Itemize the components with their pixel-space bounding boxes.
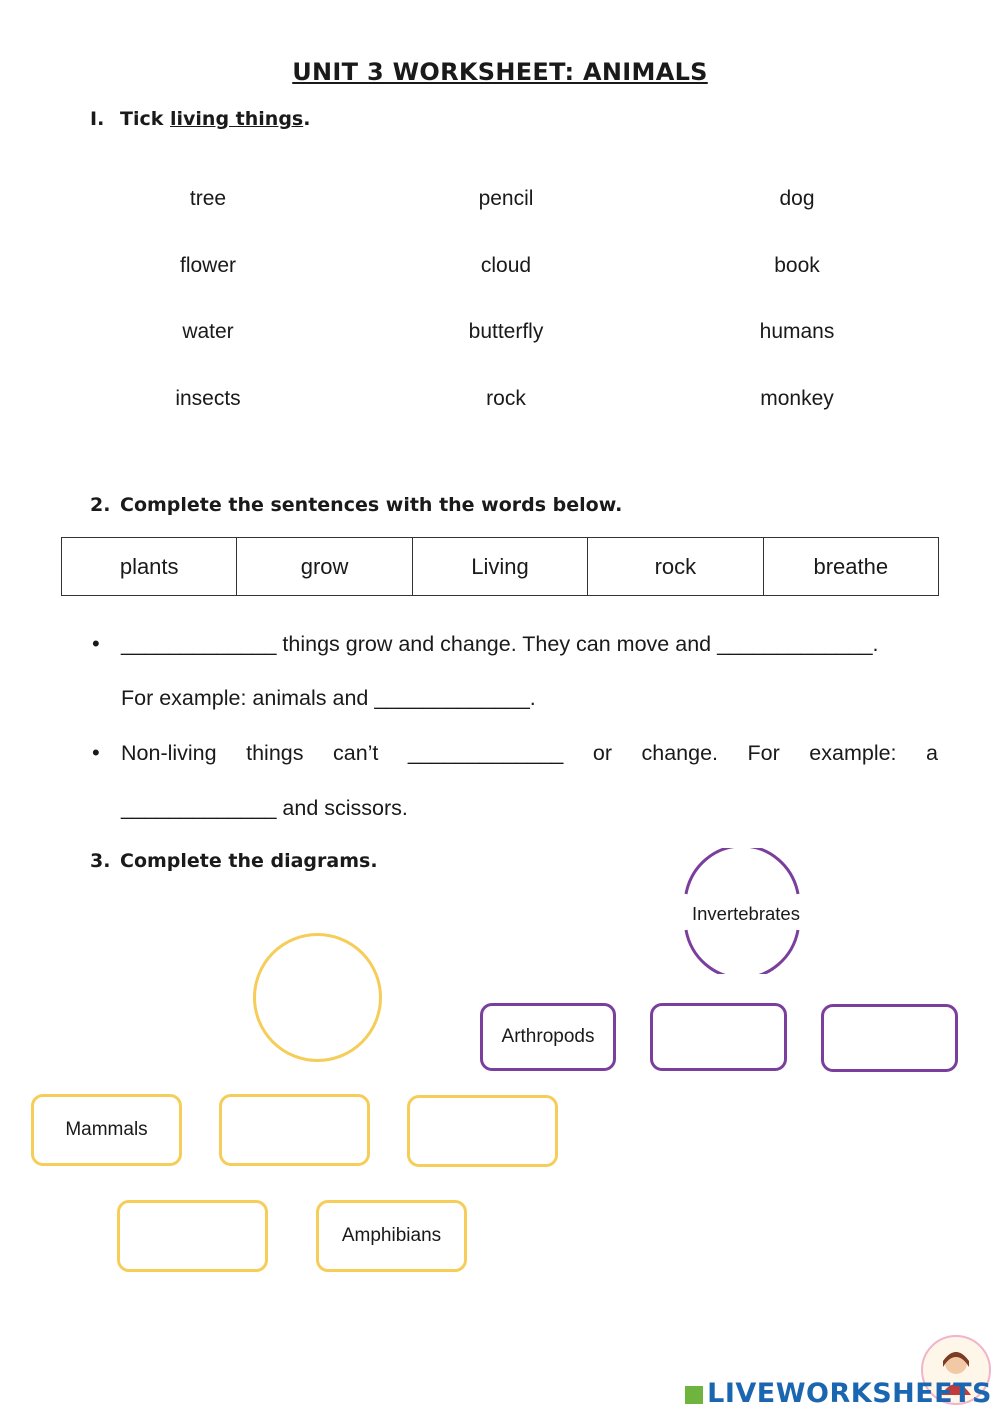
sentence-2-line-1[interactable]: Non-living things can’t _____________ or change. For example: a bbox=[121, 741, 938, 765]
vertebrate-blank-box[interactable] bbox=[219, 1094, 370, 1166]
vertebrate-blank-box[interactable] bbox=[407, 1095, 558, 1167]
section-3-heading-text: Complete the diagrams. bbox=[120, 850, 378, 872]
word-item[interactable]: cloud bbox=[480, 254, 532, 277]
invertebrate-blank-box[interactable] bbox=[650, 1003, 787, 1071]
invertebrates-circle-bottom-arc bbox=[686, 930, 798, 974]
mammals-box[interactable] bbox=[31, 1094, 182, 1166]
arthropods-box[interactable] bbox=[480, 1003, 616, 1071]
amphibians-box[interactable] bbox=[316, 1200, 467, 1272]
section-1-heading-prefix: Tick bbox=[120, 108, 170, 130]
word-bank-table bbox=[61, 537, 939, 596]
word-bank-cell[interactable]: grow bbox=[237, 538, 412, 596]
word-item[interactable]: humans bbox=[759, 320, 835, 343]
word-item[interactable]: flower bbox=[179, 254, 237, 277]
mammals-label: Mammals bbox=[65, 1119, 148, 1140]
arthropods-label: Arthropods bbox=[501, 1026, 595, 1047]
word-item[interactable]: rock bbox=[486, 387, 526, 410]
vertebrates-blank-circle[interactable] bbox=[253, 933, 382, 1062]
section-1-heading-underlined: living things bbox=[170, 108, 304, 130]
word-item[interactable]: dog bbox=[779, 187, 815, 210]
section-1-number: I. bbox=[90, 108, 105, 130]
invertebrates-circle-top-arc bbox=[686, 848, 798, 894]
word-bank-cell[interactable]: rock bbox=[588, 538, 763, 596]
bullet-dot-icon: • bbox=[92, 631, 100, 656]
section-2-heading-text: Complete the sentences with the words below. bbox=[120, 494, 623, 516]
word-item[interactable]: insects bbox=[175, 387, 241, 410]
word-item[interactable]: butterfly bbox=[468, 320, 544, 343]
invertebrates-label: Invertebrates bbox=[692, 903, 800, 924]
sentence-1-line-2[interactable]: For example: animals and _____________. bbox=[121, 686, 536, 710]
section-1-heading-suffix: . bbox=[303, 108, 311, 130]
sentence-1-line-1[interactable]: _____________ things grow and change. They can move and _____________. bbox=[121, 632, 879, 656]
word-bank-cell[interactable]: plants bbox=[62, 538, 237, 596]
logo-mark-icon bbox=[685, 1386, 703, 1404]
sentence-2-line-2[interactable]: _____________ and scissors. bbox=[121, 796, 408, 820]
invertebrate-blank-box[interactable] bbox=[821, 1004, 958, 1072]
section-2-number: 2. bbox=[90, 494, 111, 516]
word-item[interactable]: water bbox=[182, 320, 234, 343]
word-bank-cell[interactable]: breathe bbox=[763, 538, 938, 596]
page-title: UNIT 3 WORKSHEET: ANIMALS bbox=[292, 58, 708, 86]
word-item[interactable]: book bbox=[774, 254, 820, 277]
word-item[interactable]: monkey bbox=[760, 387, 834, 410]
word-item[interactable]: tree bbox=[189, 187, 227, 210]
section-2-heading bbox=[90, 494, 622, 516]
section-1-heading bbox=[90, 108, 310, 130]
word-bank-cell[interactable]: Living bbox=[412, 538, 587, 596]
bullet-dot-icon: • bbox=[92, 740, 100, 765]
logo-text: LIVEWORKSHEETS bbox=[707, 1378, 992, 1409]
word-item[interactable]: pencil bbox=[478, 187, 534, 210]
section-3-number: 3. bbox=[90, 850, 111, 872]
vertebrate-blank-box[interactable] bbox=[117, 1200, 268, 1272]
amphibians-label: Amphibians bbox=[341, 1225, 442, 1246]
section-3-heading bbox=[90, 850, 378, 872]
liveworksheets-logo[interactable] bbox=[685, 1378, 992, 1409]
